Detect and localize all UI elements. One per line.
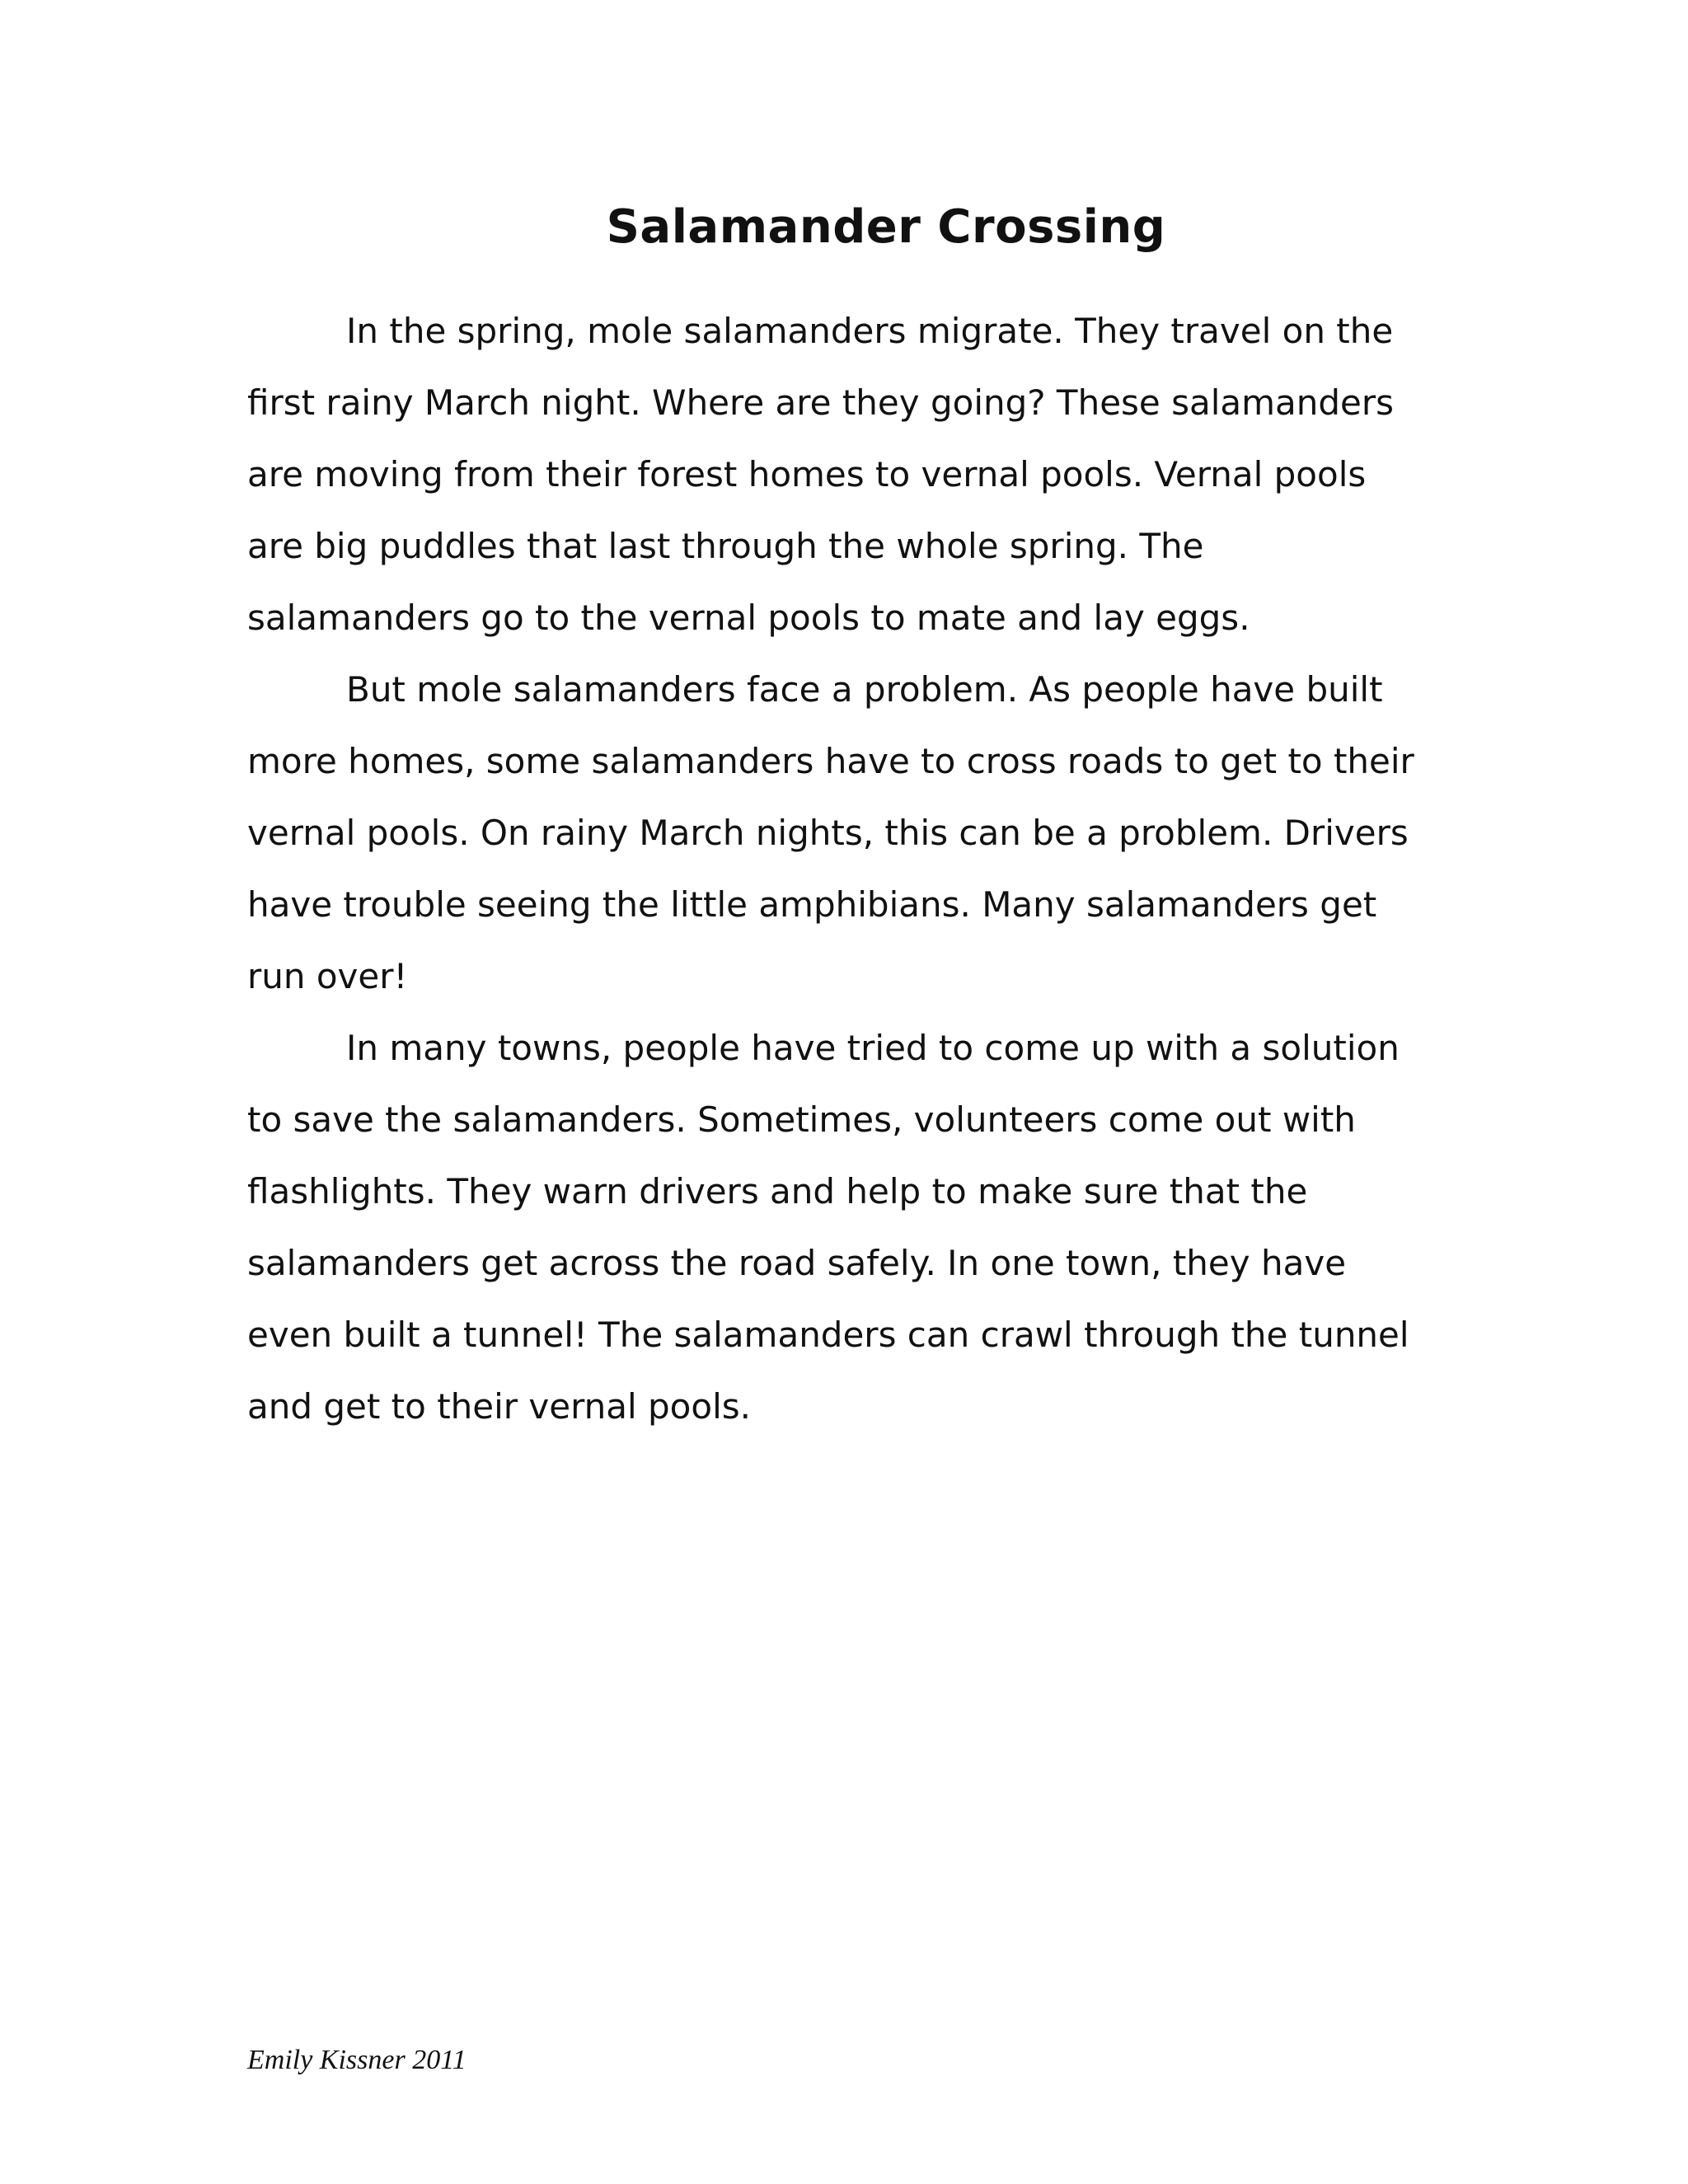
- paragraph-line: salamanders go to the vernal pools to mate and lay eggs.: [247, 598, 1250, 638]
- paragraph-3: [247, 1012, 1434, 1442]
- paragraph-line: But mole salamanders face a problem. As people have built: [346, 669, 1383, 710]
- paragraph-2: [247, 654, 1434, 1012]
- document-title: Salamander Crossing: [606, 200, 1166, 254]
- paragraph-line: are moving from their forest homes to vernal pools. Vernal pools: [247, 454, 1367, 494]
- paragraph-line: In many towns, people have tried to come up with a solution: [346, 1028, 1400, 1068]
- paragraph-line: vernal pools. On rainy March nights, this can be a problem. Drivers: [247, 813, 1409, 853]
- paragraph-line: more homes, some salamanders have to cross roads to get to their: [247, 741, 1414, 781]
- paragraph-line: to save the salamanders. Sometimes, volunteers come out with: [247, 1099, 1356, 1140]
- paragraph-1: [247, 295, 1434, 654]
- paragraph-line: are big puddles that last through the whole spring. The: [247, 526, 1204, 566]
- document-body: [247, 295, 1434, 1442]
- paragraph-line: have trouble seeing the little amphibians. Many salamanders get: [247, 884, 1377, 925]
- paragraph-line: salamanders get across the road safely. In one town, they have: [247, 1243, 1347, 1283]
- paragraph-line: first rainy March night. Where are they going? These salamanders: [247, 382, 1395, 423]
- paragraph-line: even built a tunnel! The salamanders can crawl through the tunnel: [247, 1315, 1409, 1355]
- paragraph-line: run over!: [247, 956, 408, 996]
- paragraph-line: and get to their vernal pools.: [247, 1386, 751, 1427]
- footer-author: Emily Kissner 2011: [247, 2045, 467, 2075]
- paragraph-line: In the spring, mole salamanders migrate. They travel on the: [346, 311, 1394, 351]
- paragraph-line: flashlights. They warn drivers and help to make sure that the: [247, 1171, 1308, 1212]
